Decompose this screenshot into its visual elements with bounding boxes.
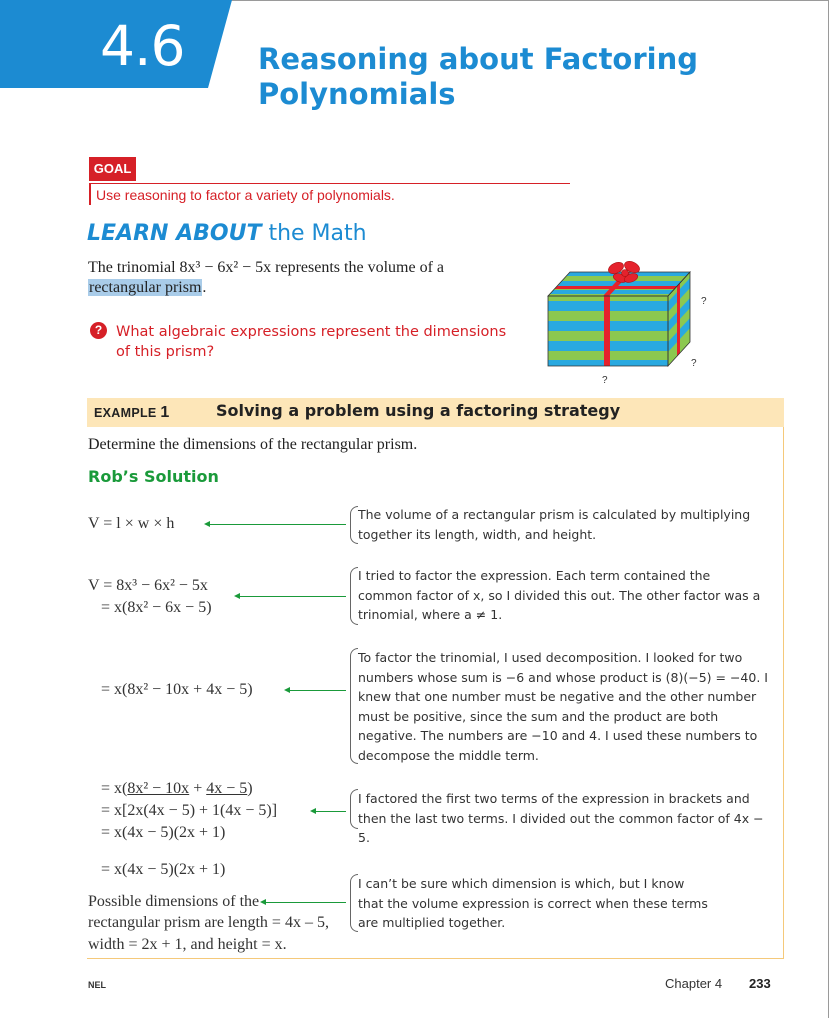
note-1-brace bbox=[350, 506, 358, 544]
dimension-label-depth: ? bbox=[701, 296, 707, 307]
intro-text: The trinomial 8x³ − 6x² − 5x represents the volume of a bbox=[88, 259, 444, 276]
arrow-1 bbox=[210, 524, 346, 525]
example-title: Solving a problem using a factoring strategy bbox=[216, 401, 621, 420]
highlighted-term[interactable]: rectangular prism bbox=[89, 279, 202, 296]
conclusion-line-1: Possible dimensions of the bbox=[88, 893, 260, 910]
note-5-brace bbox=[350, 874, 358, 932]
note-4: I factored the first two terms of the expression in brackets and then the last two terms. I divided out the common factor of 4x − 5. bbox=[358, 791, 764, 845]
learn-heading-bold: LEARN ABOUT bbox=[87, 221, 262, 246]
footer-chapter: Chapter 4 bbox=[665, 976, 723, 991]
note-1: The volume of a rectangular prism is calculated by multiplying together its length, width, and height. bbox=[358, 507, 751, 542]
page-title-line1: Reasoning about Factoring bbox=[258, 42, 698, 76]
step-grouping-post: ) bbox=[247, 780, 253, 797]
note-2: I tried to factor the expression. Each term contained the common factor of x, so I divided this out. The other factor was a trinomial, where a ≠ 1. bbox=[358, 568, 761, 622]
learn-heading-rest: the Math bbox=[261, 221, 367, 246]
intro-paragraph bbox=[88, 258, 478, 298]
example-number: 1 bbox=[160, 404, 170, 421]
gift-box-drawing bbox=[540, 258, 720, 393]
example-prompt: Determine the dimensions of the rectangular prism. bbox=[88, 436, 418, 453]
step-grouping bbox=[101, 779, 253, 799]
step-factored-result: = x(4x − 5)(2x + 1) bbox=[101, 824, 226, 841]
gift-box-figure bbox=[540, 258, 720, 393]
arrow-3 bbox=[290, 690, 346, 691]
step-common-factor: = x(8x² − 6x − 5) bbox=[101, 599, 212, 616]
note-3: To factor the trinomial, I used decomposition. I looked for two numbers whose sum is −6 and whose product is (8)(−5) = −40. I knew that one number must be negative and the other number must be positive, since the sum and the product are both negative. The numbers are −10 and 4. I used these numbers to decompose the middle term. bbox=[358, 650, 768, 763]
goal-text: Use reasoning to factor a variety of polynomials. bbox=[96, 187, 395, 203]
question-text: What algebraic expressions represent the dimensions of this prism? bbox=[116, 324, 507, 360]
step-grouping-mid: + bbox=[189, 780, 207, 797]
example-right-rule bbox=[783, 427, 784, 959]
note-5: I can’t be sure which dimension is which, but I know that the volume expression is correct when these terms are multiplied together. bbox=[358, 876, 708, 930]
page-title bbox=[258, 42, 798, 112]
example-label-text: EXAMPLE bbox=[94, 406, 157, 420]
step-decomposition: = x(8x² − 10x + 4x − 5) bbox=[101, 681, 253, 698]
section-number: 4.6 bbox=[100, 14, 185, 78]
goal-bar bbox=[89, 183, 91, 205]
solution-heading: Rob’s Solution bbox=[88, 467, 219, 486]
arrow-2 bbox=[240, 596, 346, 597]
step-grouping-second-pair: 4x − 5 bbox=[206, 780, 248, 797]
note-3-brace bbox=[350, 648, 358, 764]
goal-tag: GOAL bbox=[89, 157, 136, 181]
conclusion-line-3: width = 2x + 1, and height = x. bbox=[88, 936, 287, 953]
page-title-line2: Polynomials bbox=[258, 77, 456, 111]
example-label bbox=[94, 404, 170, 422]
step-grouping-first-pair: 8x² − 10x bbox=[127, 780, 190, 797]
arrow-4 bbox=[316, 811, 346, 812]
step-final-factored: = x(4x − 5)(2x + 1) bbox=[101, 861, 226, 878]
goal-rule bbox=[89, 183, 570, 184]
step-volume-formula: V = l × w × h bbox=[88, 515, 175, 532]
footer-page-number: 233 bbox=[749, 976, 771, 991]
step-factor-groups: = x[2x(4x − 5) + 1(4x − 5)] bbox=[101, 802, 278, 819]
learn-heading bbox=[87, 221, 367, 246]
intro-period: . bbox=[202, 279, 207, 296]
step-volume-expression: V = 8x³ − 6x² − 5x bbox=[88, 577, 208, 594]
note-2-brace bbox=[350, 567, 358, 625]
section-badge bbox=[0, 0, 245, 90]
footer-publisher: NEL bbox=[88, 980, 106, 990]
dimension-label-length: ? bbox=[602, 375, 608, 386]
dimension-label-height: ? bbox=[691, 358, 697, 369]
question-icon: ? bbox=[90, 322, 107, 339]
example-bottom-rule bbox=[87, 958, 784, 959]
step-grouping-pre: = x( bbox=[101, 780, 128, 797]
note-4-brace bbox=[350, 789, 358, 829]
conclusion-line-2: rectangular prism are length = 4x – 5, bbox=[88, 914, 329, 931]
arrow-5 bbox=[266, 902, 346, 903]
